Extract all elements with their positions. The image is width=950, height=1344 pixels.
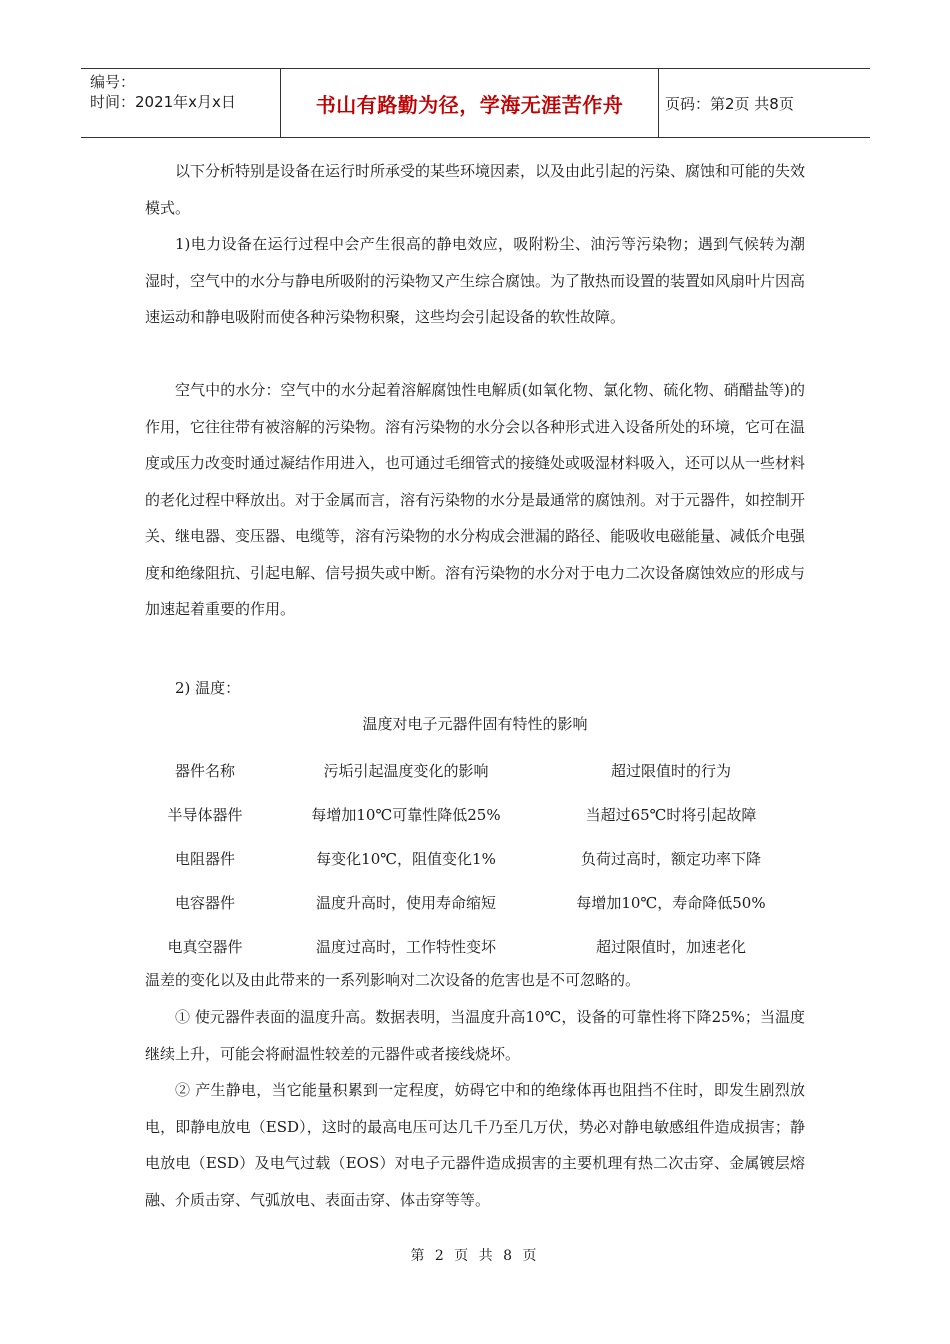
table-header-cell: 超过限值时的行为 <box>610 761 731 780</box>
effect1-paragraph: ① 使元器件表面的温度升高。数据表明，当温度升高10℃，设备的可靠性将下降25%；当温度继续上升，可能会将耐温性较差的元器件或者接线烧坏。 <box>145 1008 805 1063</box>
intro-paragraph: 以下分析特别是设备在运行时所承受的某些环境因素，以及由此引起的污染、腐蚀和可能的失效模式。 <box>145 162 806 217</box>
table-cell: 半导体器件 <box>167 805 243 824</box>
table-cell: 每增加10℃，寿命降低50% <box>576 893 766 912</box>
header-page-info: 页码：第2页 共8页 <box>665 94 794 113</box>
table-row <box>120 880 820 924</box>
header-meta <box>81 69 280 137</box>
table-header-row <box>120 748 820 792</box>
table-cell: 负荷过高时，额定功率下降 <box>580 849 761 868</box>
temp-diff-paragraph: 温差的变化以及由此带来的一系列影响对二次设备的危害也是不可忽略的。 <box>145 971 641 989</box>
header-motto: 书山有路勤为径，学海无涯苦作舟 <box>280 69 659 137</box>
page-header <box>81 68 870 138</box>
table-cell: 温度过高时，工作特性变坏 <box>315 937 496 956</box>
table-cell: 电阻器件 <box>174 849 235 868</box>
table-cell: 超过限值时，加速老化 <box>595 937 746 956</box>
table-cell: 每变化10℃，阻值变化1% <box>316 849 496 868</box>
moisture-paragraph: 空气中的水分：空气中的水分起着溶解腐蚀性电解质(如氧化物、氯化物、硫化物、硝醋盐等)的作用，它往往带有被溶解的污染物。溶有污染物的水分会以各种形式进入设备所处的环境，它可在温度或压力改变时通过凝结作用进入，也可通过毛细管式的接缝处或吸湿材料吸入，还可以从一些材料的老化过程中释放出。对于金属而言，溶有污染物的水分是最通常的腐蚀剂。对于元器件，如控制开关、继电器、变压器、电缆等，溶有污染物的水分构成会泄漏的路径、能吸收电磁能量、减低介电强度和绝缘阻抗、引起电解、信号损失或中断。溶有污染物的水分对于电力二次设备腐蚀效应的形成与加速起着重要的作用。 <box>145 381 806 618</box>
point1-paragraph: 1)电力设备在运行过程中会产生很高的静电效应，吸附粉尘、油污等污染物；遇到气候转为潮湿时，空气中的水分与静电所吸附的污染物又产生综合腐蚀。为了散热而设置的装置如风扇叶片因高速运动和静电吸附而使各种污染物积聚，这些均会引起设备的软性故障。 <box>145 235 806 326</box>
table-header-cell: 污垢引起温度变化的影响 <box>323 761 489 780</box>
table-cell: 电容器件 <box>174 893 235 912</box>
temperature-table <box>120 748 820 968</box>
table-row <box>120 836 820 880</box>
point2-heading: 2) 温度： <box>175 679 241 697</box>
effect2-paragraph: ② 产生静电，当它能量积累到一定程度，妨碍它中和的绝缘体再也阻挡不住时，即发生剧烈放电，即静电放电（ESD），这时的最高电压可达几千乃至几万伏，势必对静电敏感组件造成损害；静电放电（ESD）及电气过载（EOS）对电子元器件造成损害的主要机理有热二次击穿、金属镀层熔融、介质击穿、气弧放电、表面击穿、体击穿等等。 <box>145 1081 805 1209</box>
table-title: 温度对电子元器件固有特性的影响 <box>362 715 588 733</box>
page-footer: 第 2 页 共 8 页 <box>410 1248 540 1264</box>
table-cell: 温度升高时，使用寿命缩短 <box>315 893 496 912</box>
table-cell: 电真空器件 <box>167 937 243 956</box>
date-label: 时间：2021年x月x日 <box>90 93 236 111</box>
table-cell: 每增加10℃可靠性降低25% <box>311 805 501 824</box>
table-row <box>120 792 820 836</box>
code-label: 编号： <box>90 73 136 91</box>
table-header-cell: 器件名称 <box>174 761 235 780</box>
table-cell: 当超过65℃时将引起故障 <box>585 805 757 824</box>
